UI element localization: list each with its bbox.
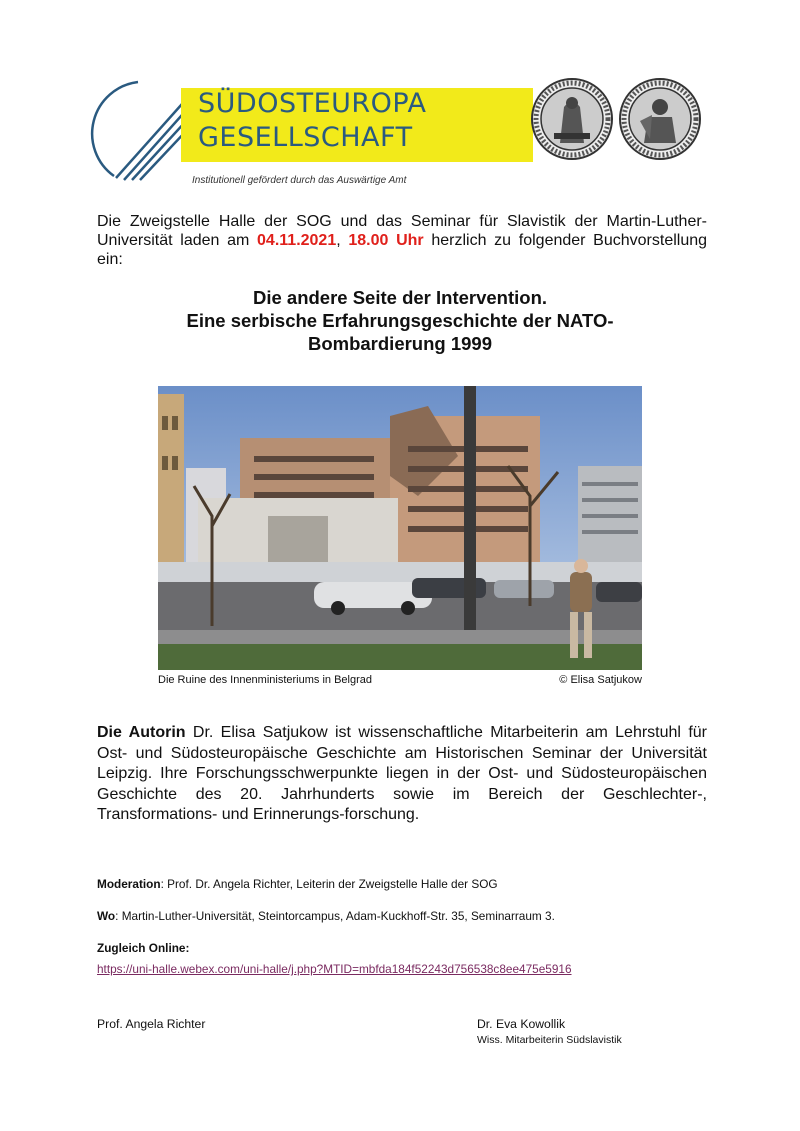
online-label: Zugleich Online (97, 941, 186, 955)
event-date: 04.11.2021 (257, 232, 337, 249)
location-text: : Martin-Luther-Universität, Steintorcampus, Adam-Kuckhoff-Str. 35, Seminarraum 3. (115, 909, 555, 923)
sog-logo (86, 76, 466, 194)
intro-text-end: herzlich zu folgender Buchvorstellung ein: (97, 232, 708, 268)
university-seal-right (618, 77, 702, 161)
photo-caption: Die Ruine des Innenministeriums in Belgrad (158, 674, 372, 686)
moderation-info (97, 877, 498, 891)
author-bio (97, 723, 707, 826)
webex-link[interactable]: https://uni-halle.webex.com/uni-halle/j.php?MTID=mbfda184f52243d756538c8ee475e5916 (97, 962, 572, 976)
online-info (97, 941, 189, 955)
intro-separator: , (336, 232, 349, 249)
book-title (90, 286, 710, 355)
belgrade-ruin-photo (158, 386, 642, 670)
intro-text-start: Die Zweigstelle Halle der SOG und das Seminar für Slavistik der Martin-Luther-Universität laden am (97, 213, 707, 249)
photo-credit: © Elisa Satjukow (559, 674, 642, 686)
university-seal-left (530, 77, 614, 161)
book-title-line1: Die andere Seite der Intervention. (252, 287, 548, 308)
signature-left-name: Prof. Angela Richter (97, 1017, 206, 1031)
logo-subtitle: Institutionell gefördert durch das Auswärtige Amt (192, 175, 407, 186)
book-title-line2: Eine serbische Erfahrungsgeschichte der NATO- (186, 310, 614, 331)
author-bio-text: Dr. Elisa Satjukow ist wissenschaftliche Mitarbeiterin am Lehrstuhl für Ost- und Südosteuropäische Geschichte am Historischen Seminar der Universität Leipzig. Ihre Forschungsschwerpunkte liegen in der Ost- und Südosteuropäischen Geschichte des 20. Jahrhunderts sowie im Bereich der Geschlechter-, Transformations- und Erinnerungs-forschung. (97, 724, 707, 823)
location-info (97, 909, 555, 923)
author-bio-lead: Die Autorin (97, 724, 186, 741)
online-colon: : (185, 941, 190, 955)
signature-right-title: Wiss. Mitarbeiterin Südslavistik (477, 1034, 622, 1046)
book-title-line3: Bombardierung 1999 (307, 333, 493, 354)
location-label: Wo (97, 909, 116, 923)
logo-wordmark-line2: GESELLSCHAFT (198, 122, 413, 153)
signature-right-name: Dr. Eva Kowollik (477, 1017, 566, 1031)
moderation-text: : Prof. Dr. Angela Richter, Leiterin der Zweigstelle Halle der SOG (160, 877, 498, 891)
event-time: 18.00 Uhr (348, 232, 424, 249)
moderation-label: Moderation (97, 877, 161, 891)
logo-wordmark-line1: SÜDOSTEUROPA (198, 88, 427, 119)
invitation-text (97, 212, 707, 269)
